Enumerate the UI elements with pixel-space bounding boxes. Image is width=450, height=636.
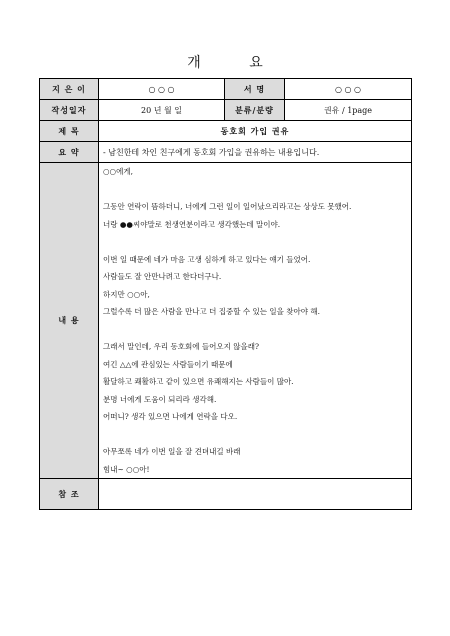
reference-value (99, 479, 412, 510)
letter-line (103, 181, 407, 199)
letter-line: ○○에게, (103, 167, 133, 176)
letter-line: 힘내~ ○○아! (103, 464, 150, 474)
letter-line: 그래서 말인데, 우리 동호회에 들어오지 않을래? (103, 342, 259, 351)
category-value: 권유 / 1page (285, 100, 412, 121)
content-body (99, 163, 412, 479)
letter-line (103, 426, 407, 444)
summary-row (40, 142, 412, 163)
letter-line (103, 233, 407, 251)
letter-line: 여긴 △△에 관심있는 사람들이기 때문에 (103, 359, 233, 369)
subject-label: 제 목 (40, 121, 99, 142)
document-title: 개 요 (187, 55, 285, 71)
subject-value: 동호회 가입 권유 (99, 121, 412, 142)
content-row (40, 163, 412, 479)
content-label: 내 용 (40, 163, 99, 479)
letter-text (103, 163, 407, 478)
letter-line: 이번 일 때문에 네가 마음 고생 심하게 하고 있다는 얘기 들었어. (103, 254, 311, 264)
summary-value: - 남친한테 차인 친구에게 동호회 가입을 권유하는 내용입니다. (99, 142, 412, 163)
reference-row (40, 479, 412, 510)
date-row (40, 100, 412, 121)
subject-row (40, 121, 412, 142)
letter-line: 그럴수록 더 많은 사람을 만나고 더 집중할 수 있는 일을 찾아야 해. (103, 307, 320, 316)
letter-line: 너랑 ●●씨야말로 천생연분이라고 생각했는데 말이야. (103, 219, 281, 229)
summary-label: 요 약 (40, 142, 99, 163)
letter-line: 하지만 ○○아, (103, 289, 150, 299)
author-row (40, 79, 412, 100)
letter-line: 그동안 연락이 뜸하더니, 너에게 그런 일이 일어났으리라고는 상상도 못했어. (103, 202, 352, 211)
signature-value: ○ ○ ○ (285, 79, 412, 100)
letter-line: 어떠니? 생각 있으면 나에게 연락을 다오. (103, 412, 238, 421)
date-value: 20 년 월 일 (99, 100, 225, 121)
date-label: 작성일자 (40, 100, 99, 121)
letter-line: 분명 너에게 도움이 되리라 생각해. (103, 394, 217, 404)
letter-line: 아무쪼록 네가 이번 일을 잘 견뎌내길 바래 (103, 447, 241, 456)
signature-label: 서 명 (225, 79, 285, 100)
letter-line: 활달하고 쾌활하고 같이 있으면 유쾌해지는 사람들이 많아. (103, 377, 294, 386)
author-value: ○ ○ ○ (99, 79, 225, 100)
author-label: 지 은 이 (40, 79, 99, 100)
reference-label: 참 조 (40, 479, 99, 510)
category-label: 분류/분량 (225, 100, 285, 121)
summary-form-table (39, 78, 412, 510)
letter-line: 사람들도 잘 안만나려고 한다더구나. (103, 272, 222, 281)
letter-line (103, 321, 407, 339)
